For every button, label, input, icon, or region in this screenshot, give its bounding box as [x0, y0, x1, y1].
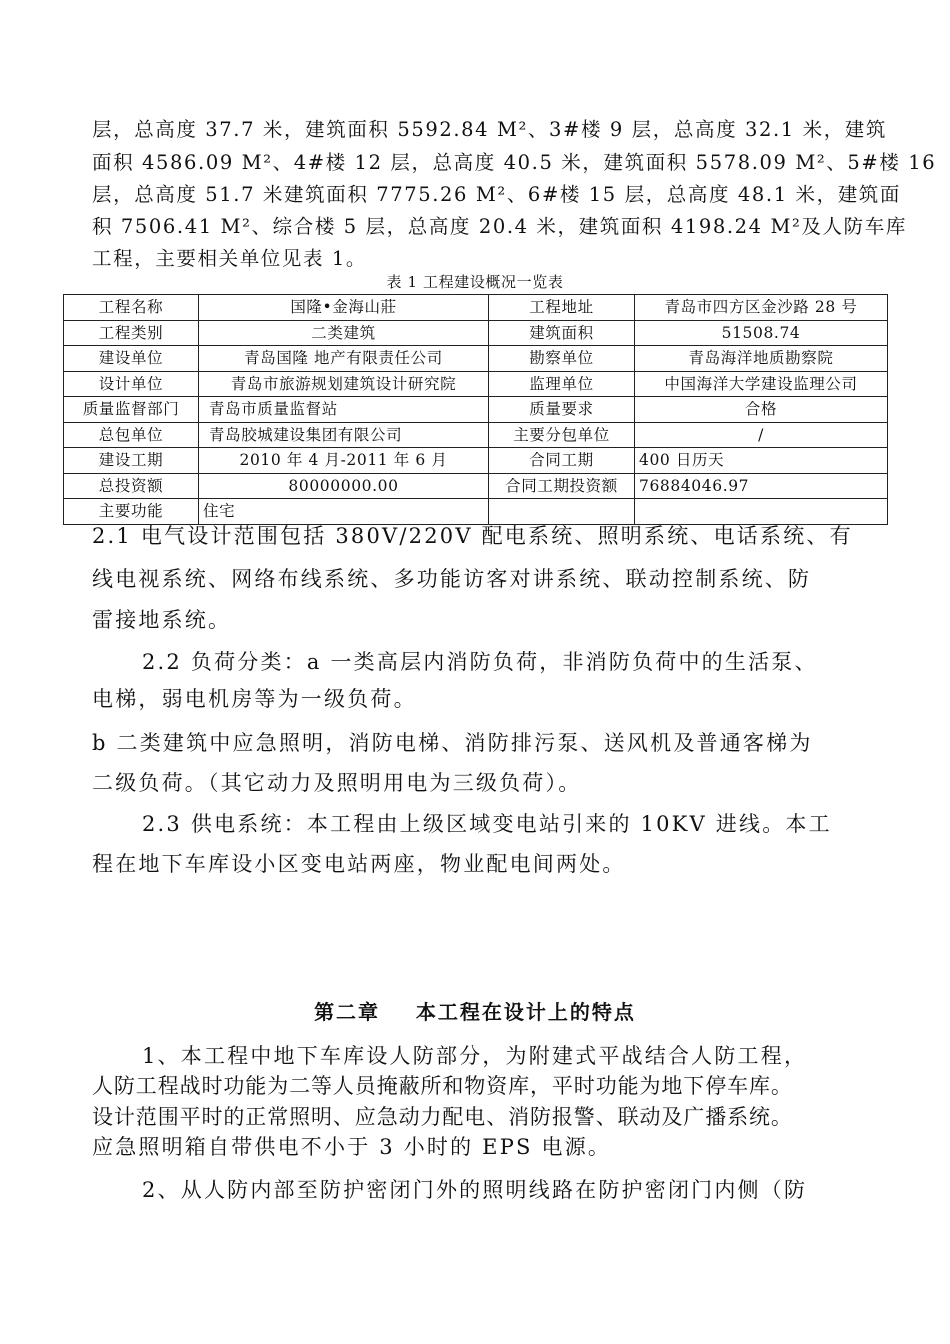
- table-cell: 质量监督部门: [64, 397, 199, 423]
- table-cell: 工程地址: [489, 295, 635, 321]
- chapter-line: 人防工程战时功能为二等人员掩蔽所和物资库，平时功能为地下停车库。: [92, 1074, 793, 1098]
- table-row: [64, 422, 888, 448]
- table-row: [64, 371, 888, 397]
- section-line: 2.3 供电系统：本工程由上级区域变电站引来的 10KV 进线。本工: [142, 812, 832, 836]
- section-line: 电梯，弱电机房等为一级负荷。: [92, 687, 417, 711]
- table-cell: 青岛海洋地质勘察院: [635, 346, 888, 372]
- table-cell: 合格: [635, 397, 888, 423]
- table-cell: 合同工期投资额: [489, 473, 635, 499]
- table-cell: 勘察单位: [489, 346, 635, 372]
- table-row: [64, 320, 888, 346]
- table-cell: 青岛国隆 地产有限责任公司: [199, 346, 489, 372]
- table-cell: 国隆•金海山莊: [199, 295, 489, 321]
- intro-line: 层，总高度 37.7 米，建筑面积 5592.84 M²、3#楼 9 层，总高度 32.1 米，建筑: [92, 118, 887, 141]
- section-line: 线电视系统、网络布线系统、多功能访客对讲系统、联动控制系统、防: [92, 567, 812, 591]
- table-cell: [635, 499, 888, 525]
- intro-line: 积 7506.41 M²、综合楼 5 层，总高度 20.4 米，建筑面积 4198.24 M²及人防车库: [92, 215, 907, 238]
- chapter-title: 第二章 本工程在设计上的特点: [314, 1000, 636, 1024]
- intro-line: 工程，主要相关单位见表 1。: [92, 247, 368, 270]
- table-cell: 76884046.97: [635, 473, 888, 499]
- table-cell: 建筑面积: [489, 320, 635, 346]
- table-cell: 住宅: [199, 499, 489, 525]
- section-line: 二级负荷。（其它动力及照明用电为三级负荷）。: [92, 771, 582, 795]
- table-cell: 51508.74: [635, 320, 888, 346]
- table-cell: 设计单位: [64, 371, 199, 397]
- table-cell: [489, 499, 635, 525]
- table-cell: 青岛市旅游规划建筑设计研究院: [199, 371, 489, 397]
- section-line: b 二类建筑中应急照明，消防电梯、消防排污泵、送风机及普通客梯为: [92, 731, 813, 755]
- table-caption: 表 1 工程建设概况一览表: [386, 273, 564, 291]
- table-cell: 总包单位: [64, 422, 199, 448]
- table-cell: /: [635, 422, 888, 448]
- table-row: [64, 295, 888, 321]
- table-cell: 质量要求: [489, 397, 635, 423]
- table-cell: 建设单位: [64, 346, 199, 372]
- table-row: [64, 473, 888, 499]
- chapter-line: 应急照明箱自带供电不小于 3 小时的 EPS 电源。: [92, 1135, 612, 1159]
- table-cell: 主要分包单位: [489, 422, 635, 448]
- table-row: [64, 499, 888, 525]
- table-cell: 总投资额: [64, 473, 199, 499]
- table-cell: 青岛胶城建设集团有限公司: [199, 422, 489, 448]
- table-cell: 监理单位: [489, 371, 635, 397]
- table-cell: 青岛市四方区金沙路 28 号: [635, 295, 888, 321]
- project-overview-table: [63, 294, 888, 525]
- table-cell: 建设工期: [64, 448, 199, 474]
- table-cell: 400 日历天: [635, 448, 888, 474]
- table-cell: 2010 年 4 月-2011 年 6 月: [199, 448, 489, 474]
- table-cell: 合同工期: [489, 448, 635, 474]
- section-line: 2.1 电气设计范围包括 380V/220V 配电系统、照明系统、电话系统、有: [92, 524, 853, 548]
- chapter-line: 设计范围平时的正常照明、应急动力配电、消防报警、联动及广播系统。: [92, 1105, 793, 1129]
- section-line: 程在地下车库设小区变电站两座，物业配电间两处。: [92, 852, 626, 876]
- table-row: [64, 448, 888, 474]
- table-cell: 中国海洋大学建设监理公司: [635, 371, 888, 397]
- table-cell: 80000000.00: [199, 473, 489, 499]
- table-cell: 青岛市质量监督站: [199, 397, 489, 423]
- table-cell: 工程名称: [64, 295, 199, 321]
- intro-line: 面积 4586.09 M²、4#楼 12 层，总高度 40.5 米，建筑面积 5578.09 M²、5#楼 16: [92, 151, 937, 174]
- table-cell: 二类建筑: [199, 320, 489, 346]
- table-cell: 工程类别: [64, 320, 199, 346]
- table-cell: 主要功能: [64, 499, 199, 525]
- chapter-line: 1、本工程中地下车库设人防部分，为附建式平战结合人防工程，: [142, 1044, 808, 1068]
- section-line: 雷接地系统。: [92, 608, 232, 632]
- table-row: [64, 346, 888, 372]
- table-row: [64, 397, 888, 423]
- section-line: 2.2 负荷分类：a 一类高层内消防负荷，非消防负荷中的生活泵、: [142, 650, 818, 674]
- intro-line: 层，总高度 51.7 米建筑面积 7775.26 M²、6#楼 15 层，总高度 48.1 米，建筑面: [92, 183, 902, 206]
- chapter-line: 2、从人防内部至防护密闭门外的照明线路在防护密闭门内侧（防: [142, 1178, 808, 1202]
